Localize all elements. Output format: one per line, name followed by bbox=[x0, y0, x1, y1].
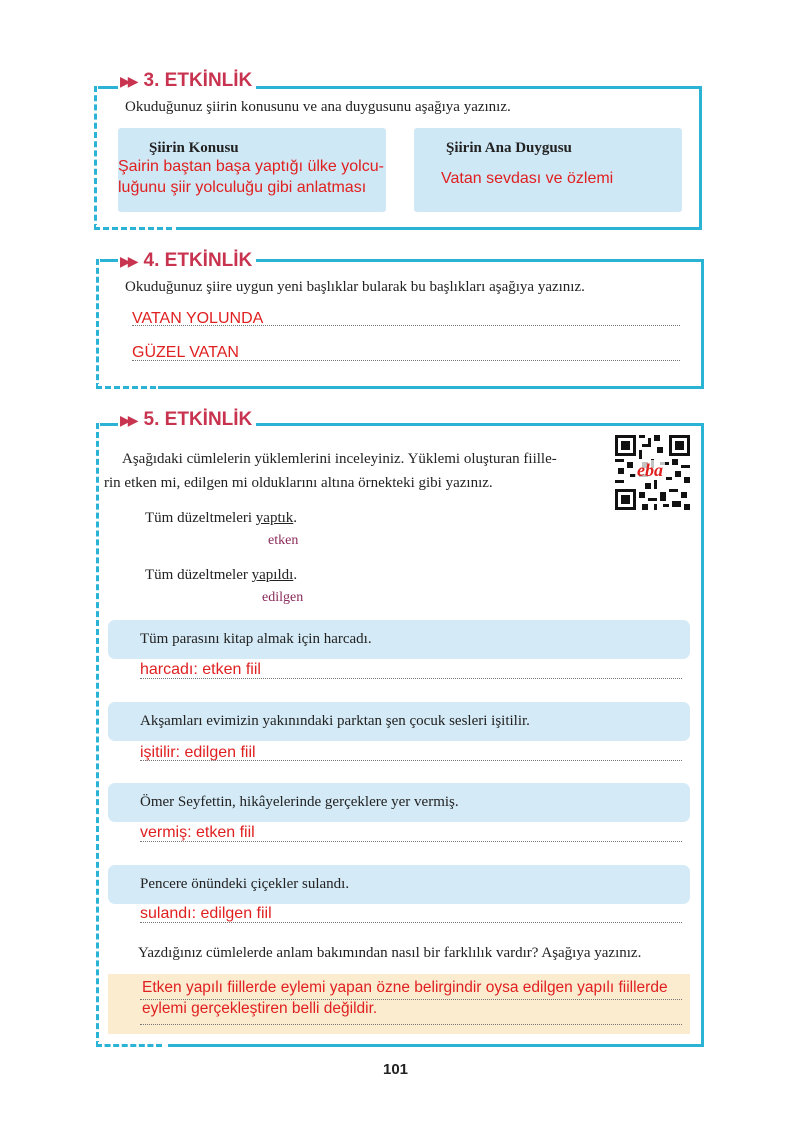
activity5-dash-bottom bbox=[96, 1044, 162, 1047]
answer-line bbox=[140, 678, 682, 679]
item-1-sentence: Tüm parasını kitap almak için harcadı. bbox=[140, 631, 372, 647]
final-answer-line1: Etken yapılı fiillerde eylemi yapan özne belirgindir oysa edilgen yapılı fiillerde bbox=[142, 979, 668, 996]
activity5-question: Yazdığınız cümlelerde anlam bakımından nasıl bir farklılık vardır? Aşağıya yazınız. bbox=[138, 945, 642, 961]
topic-label: Şiirin Konusu bbox=[149, 140, 239, 156]
item-2-answer: işitilir: edilgen fiil bbox=[140, 744, 256, 761]
activity5-title: ▶▶ 5. ETKİNLİK bbox=[118, 409, 256, 431]
emotion-label: Şiirin Ana Duygusu bbox=[446, 140, 572, 156]
page-number: 101 bbox=[383, 1061, 409, 1078]
answer-line bbox=[132, 325, 680, 326]
activity3-dash-bottom bbox=[94, 227, 172, 230]
activity4-dash-left bbox=[96, 259, 99, 389]
activity4-dash-bottom bbox=[96, 386, 156, 389]
answer-line bbox=[132, 360, 680, 361]
activity4-title: ▶▶ 4. ETKİNLİK bbox=[118, 250, 256, 272]
emotion-box bbox=[414, 128, 682, 212]
answer-line bbox=[140, 1024, 682, 1025]
qr-code-icon[interactable] bbox=[615, 435, 690, 510]
final-answer-line2: eylemi gerçekleştiren belli değildir. bbox=[142, 1000, 378, 1017]
example-1-sentence: Tüm düzeltmeleri yaptık. bbox=[145, 510, 298, 526]
activity4-answer-1: VATAN YOLUNDA bbox=[132, 310, 264, 327]
item-3-sentence: Ömer Seyfettin, hikâyelerinde gerçeklere yer vermiş. bbox=[140, 794, 459, 810]
double-arrow-icon: ▶▶ bbox=[120, 253, 136, 269]
emotion-answer: Vatan sevdası ve özlemi bbox=[441, 170, 614, 187]
answer-line bbox=[140, 841, 682, 842]
item-3-answer: vermiş: etken fiil bbox=[140, 824, 255, 841]
activity5-instruction-line1: Aşağıdaki cümlelerin yüklemlerini inceleyiniz. Yüklemi oluşturan fiille- bbox=[122, 451, 557, 467]
qr-label: eba bbox=[637, 460, 663, 480]
activity3-dash-left-line bbox=[94, 86, 97, 230]
example-2-type: edilgen bbox=[262, 590, 304, 605]
item-4-answer: sulandı: edilgen fiil bbox=[140, 905, 272, 922]
item-1-answer: harcadı: etken fiil bbox=[140, 661, 261, 678]
example-1-type: etken bbox=[268, 533, 299, 548]
topic-box bbox=[118, 128, 386, 212]
double-arrow-icon: ▶▶ bbox=[120, 73, 136, 89]
activity3-title: ▶▶ 3. ETKİNLİK bbox=[118, 70, 256, 92]
topic-answer-line2: luğunu şiir yolculuğu gibi anlatması bbox=[118, 179, 367, 196]
activity4-instruction: Okuduğunuz şiire uygun yeni başlıklar bularak bu başlıkları aşağıya yazınız. bbox=[125, 279, 585, 295]
double-arrow-icon: ▶▶ bbox=[120, 412, 136, 428]
activity4-answer-2: GÜZEL VATAN bbox=[132, 344, 239, 361]
item-2-sentence: Akşamları evimizin yakınındaki parktan şen çocuk sesleri işitilir. bbox=[140, 713, 530, 729]
answer-line bbox=[140, 760, 682, 761]
activity5-instruction-line2: rin etken mi, edilgen mi olduklarını altına örnekteki gibi yazınız. bbox=[104, 475, 493, 491]
activity5-dash-left bbox=[96, 423, 99, 1047]
activity3-instruction: Okuduğunuz şiirin konusunu ve ana duygusunu aşağıya yazınız. bbox=[125, 99, 511, 115]
example-2-sentence: Tüm düzeltmeler yapıldı. bbox=[145, 567, 298, 583]
item-4-sentence: Pencere önündeki çiçekler sulandı. bbox=[140, 876, 350, 892]
answer-line bbox=[140, 922, 682, 923]
topic-answer-line1: Şairin baştan başa yaptığı ülke yolcu- bbox=[118, 158, 384, 175]
